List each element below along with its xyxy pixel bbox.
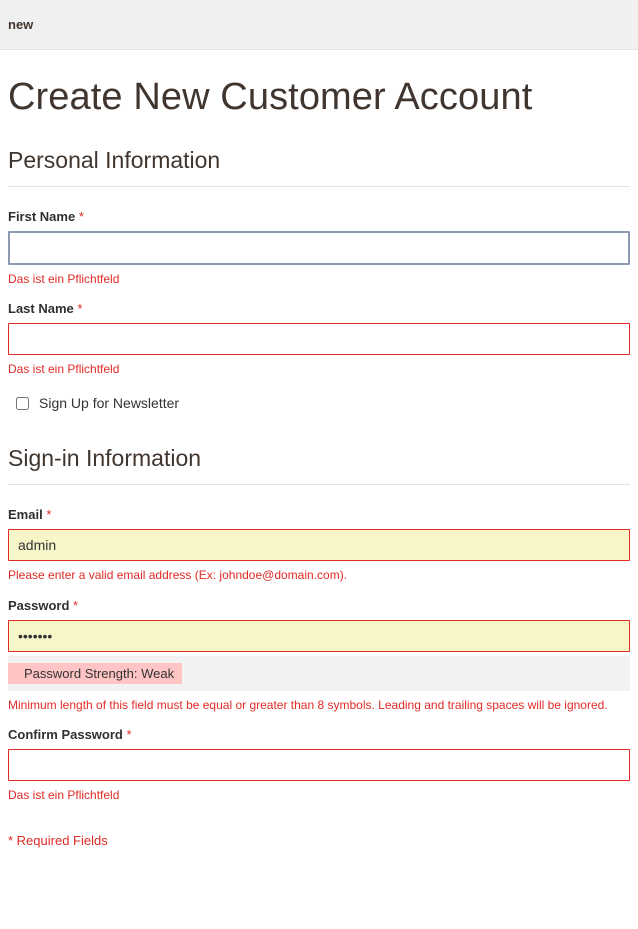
last-name-input[interactable] (8, 323, 630, 355)
password-label (8, 598, 630, 613)
last-name-label-text: Last Name (8, 301, 74, 317)
last-name-error: Das ist ein Pflichtfeld (8, 362, 120, 377)
password-strength-fill (8, 663, 182, 684)
newsletter-row[interactable] (8, 395, 630, 411)
first-name-label-text: First Name (8, 209, 76, 224)
required-asterisk: * (73, 597, 79, 613)
first-name-input[interactable] (8, 231, 630, 265)
password-strength-value: Weak (141, 665, 175, 681)
first-name-label (8, 209, 630, 224)
required-fields-note: * Required Fields (8, 832, 108, 848)
first-name-error: Das ist ein Pflichtfeld (8, 272, 120, 286)
field-confirm-password (8, 727, 630, 803)
password-strength-label: Password Strength: (24, 665, 138, 681)
field-last-name (8, 301, 630, 377)
section-title-personal-information: Personal Information (8, 147, 221, 173)
page-title: Create New Customer Account (8, 76, 533, 118)
newsletter-checkbox[interactable] (16, 397, 29, 410)
email-label-text: Email (8, 507, 43, 523)
required-asterisk: * (78, 209, 84, 224)
password-label-text: Password (8, 597, 70, 613)
email-error: Please enter a valid email address (Ex: johndoe@domain.com). (8, 568, 348, 583)
email-input[interactable] (8, 529, 630, 561)
section-divider (8, 186, 630, 187)
password-error: Minimum length of this field must be equal or greater than 8 symbols. Leading and trailing spaces will be ignored. (8, 697, 608, 712)
confirm-password-label-text: Confirm Password (8, 726, 123, 742)
required-asterisk: * (46, 507, 52, 523)
breadcrumb: new (8, 17, 34, 32)
confirm-password-error: Das ist ein Pflichtfeld (8, 787, 120, 802)
top-bar (0, 0, 638, 50)
newsletter-label: Sign Up for Newsletter (39, 395, 180, 412)
required-asterisk: * (126, 726, 132, 742)
field-email (8, 507, 630, 583)
confirm-password-label (8, 727, 630, 742)
confirm-password-input[interactable] (8, 749, 630, 781)
password-strength-meter (8, 656, 630, 691)
email-label (8, 507, 630, 522)
last-name-label (8, 301, 630, 316)
section-divider (8, 484, 630, 485)
section-title-signin-information: Sign-in Information (8, 445, 202, 472)
field-password (8, 598, 630, 713)
field-first-name (8, 209, 630, 287)
required-asterisk: * (77, 301, 83, 317)
password-input[interactable] (8, 620, 630, 652)
page-content (0, 76, 638, 848)
